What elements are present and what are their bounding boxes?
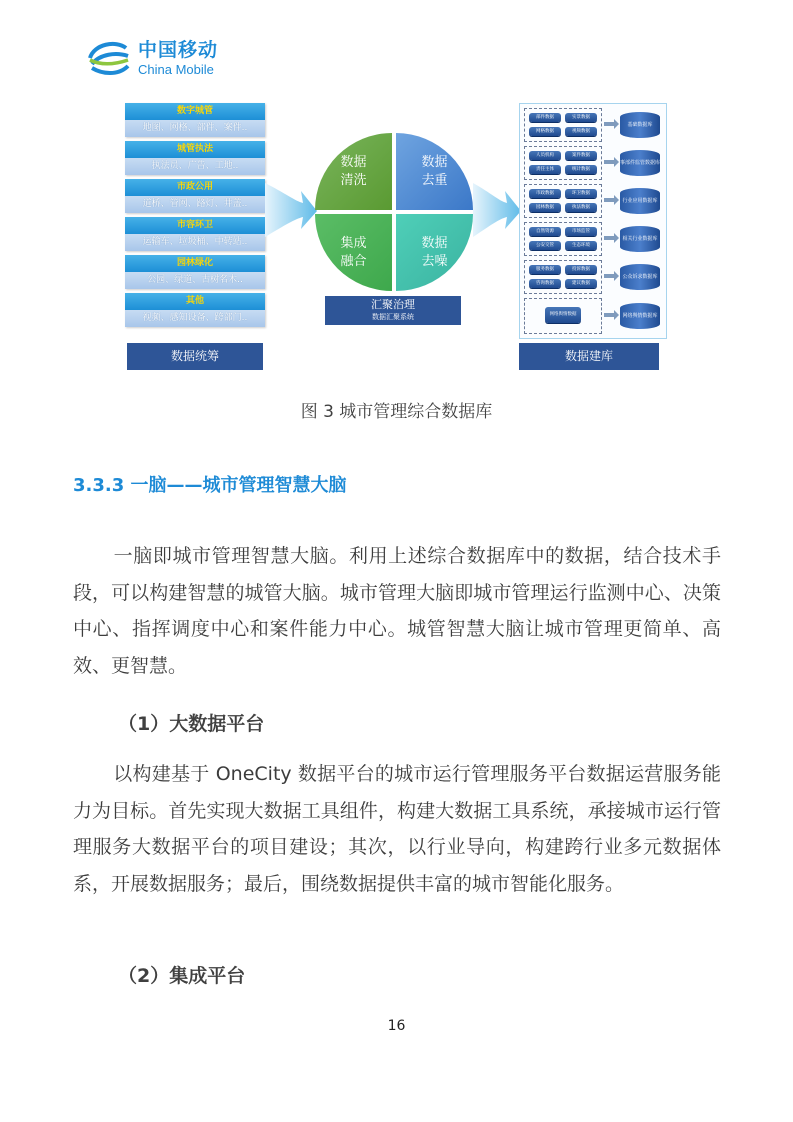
quadrant-text: 清洗 [340,172,367,188]
arrow-right-icon [604,160,614,164]
data-item: 市政数据 [529,189,561,198]
data-item: 生态环境 [565,241,597,250]
category-block [125,141,265,175]
paragraph-text: 以构建基于 OneCity 数据平台的城市运行管理服务平台数据运营服务能力为目标。首先实现大数据工具组件，构建大数据工具系统，承接城市运行管理服务大数据平台的项目建设；其次，以行业导向，构建跨行业多元数据体系，开展数据服务；最后，围绕数据提供丰富的城市智能化服务。 [73,763,721,895]
arrow-right-icon [604,198,614,202]
category-items: 运输车、垃圾桶、中转站.. [125,234,265,251]
data-item: 实景数据 [565,113,597,122]
category-items: 公园、绿道、古树名木.. [125,272,265,289]
quadrant-text: 融合 [340,253,367,269]
china-mobile-logo-icon [86,38,132,78]
data-item: 部件数据 [529,113,561,122]
category-title: 园林绿化 [125,255,265,272]
database-build-panel [519,103,667,339]
data-group [524,184,602,218]
quadrant-text: 去噪 [421,253,448,269]
quadrant-text: 数据 [421,235,448,251]
quadrant-denoise [396,214,473,291]
category-title: 市政公用 [125,179,265,196]
data-item: 建议数据 [565,279,597,288]
data-item: 自然资源 [529,227,561,236]
data-group [524,222,602,256]
data-item: 咨询数据 [529,279,561,288]
city-database-figure [125,103,665,371]
database-build-label: 数据建库 [519,343,659,370]
data-item: 市场监管 [565,227,597,236]
data-coordination-label: 数据统筹 [127,343,263,370]
category-items: 执法员、广告、工地.. [125,158,265,175]
paragraph-text: 一脑即城市管理智慧大脑。利用上述综合数据库中的数据，结合技术手段，可以构建智慧的城管大脑。城市管理大脑即城市管理运行监测中心、决策中心、指挥调度中心和案件能力中心。城管智慧大脑让城市管理更简单、高效、更智慧。 [73,545,721,677]
database-cylinder: 行业应用数据库 [620,188,660,214]
inflow-arrow-icon [265,173,317,243]
data-item: 执法数据 [565,203,597,212]
aggregation-label [325,296,461,325]
subheading-big-data-platform: （1）大数据平台 [118,713,265,735]
china-mobile-logo [86,38,218,78]
data-group [524,108,602,142]
category-block [125,293,265,327]
database-cylinder: 公众诉求数据库 [620,264,660,290]
category-items: 道桥、管网、路灯、井盖.. [125,196,265,213]
quadrant-integration [315,214,392,291]
arrow-right-icon [604,274,614,278]
arrow-right-icon [604,122,614,126]
category-title: 其他 [125,293,265,310]
database-cylinder: 基础数据库 [620,112,660,138]
body-paragraph [73,538,721,684]
data-item: 园林数据 [529,203,561,212]
category-title: 市容环卫 [125,217,265,234]
data-item: 投诉数据 [565,265,597,274]
page-number: 16 [387,1018,406,1034]
outflow-arrow-icon [473,173,521,243]
data-item: 网格数据 [529,127,561,136]
data-item: 视频数据 [565,127,597,136]
quadrant-text: 数据 [340,154,367,170]
data-item: 责任主体 [529,165,561,174]
category-block [125,179,265,213]
arrow-right-icon [604,236,614,240]
category-title: 数字城管 [125,103,265,120]
quadrant-text: 数据 [421,154,448,170]
data-sources-panel [125,103,265,331]
aggregation-title: 汇聚治理 [371,298,415,311]
logo-chinese-text: 中国移动 [138,38,219,61]
logo-english-text: China Mobile [138,61,214,77]
quadrant-data-cleaning [315,133,392,210]
data-item: 案件数据 [565,151,597,160]
section-heading: 3.3.3 一脑——城市管理智慧大脑 [73,475,347,496]
aggregation-subtitle: 数据汇聚系统 [372,313,414,321]
data-item: 统计数据 [565,165,597,174]
data-item: 环卫数据 [565,189,597,198]
category-items: 地图、网格、部件、案件.. [125,120,265,137]
data-item: 服务数据 [529,265,561,274]
data-group [524,298,602,334]
category-title: 城管执法 [125,141,265,158]
data-group [524,260,602,294]
quadrant-text: 集成 [340,235,367,251]
data-item: 公安交管 [529,241,561,250]
data-group [524,146,602,180]
database-cylinder: 相关行业数据库 [620,226,660,252]
arrow-right-icon [604,313,614,317]
category-block [125,217,265,251]
category-items: 视频、感知设备、跨部门.. [125,310,265,327]
quadrant-data-dedup [396,133,473,210]
data-item: 人员机构 [529,151,561,160]
data-item: 网络舆情数据 [545,307,581,323]
figure-caption: 图 3 城市管理综合数据库 [300,402,493,422]
category-block [125,103,265,137]
database-cylinder: 事部件监管数据库 [620,150,660,176]
body-paragraph [73,756,721,902]
data-governance-wheel [315,133,475,293]
subheading-integration-platform: （2）集成平台 [118,965,246,987]
quadrant-text: 去重 [421,172,448,188]
database-cylinder: 网络舆情数据库 [620,303,660,329]
category-block [125,255,265,289]
